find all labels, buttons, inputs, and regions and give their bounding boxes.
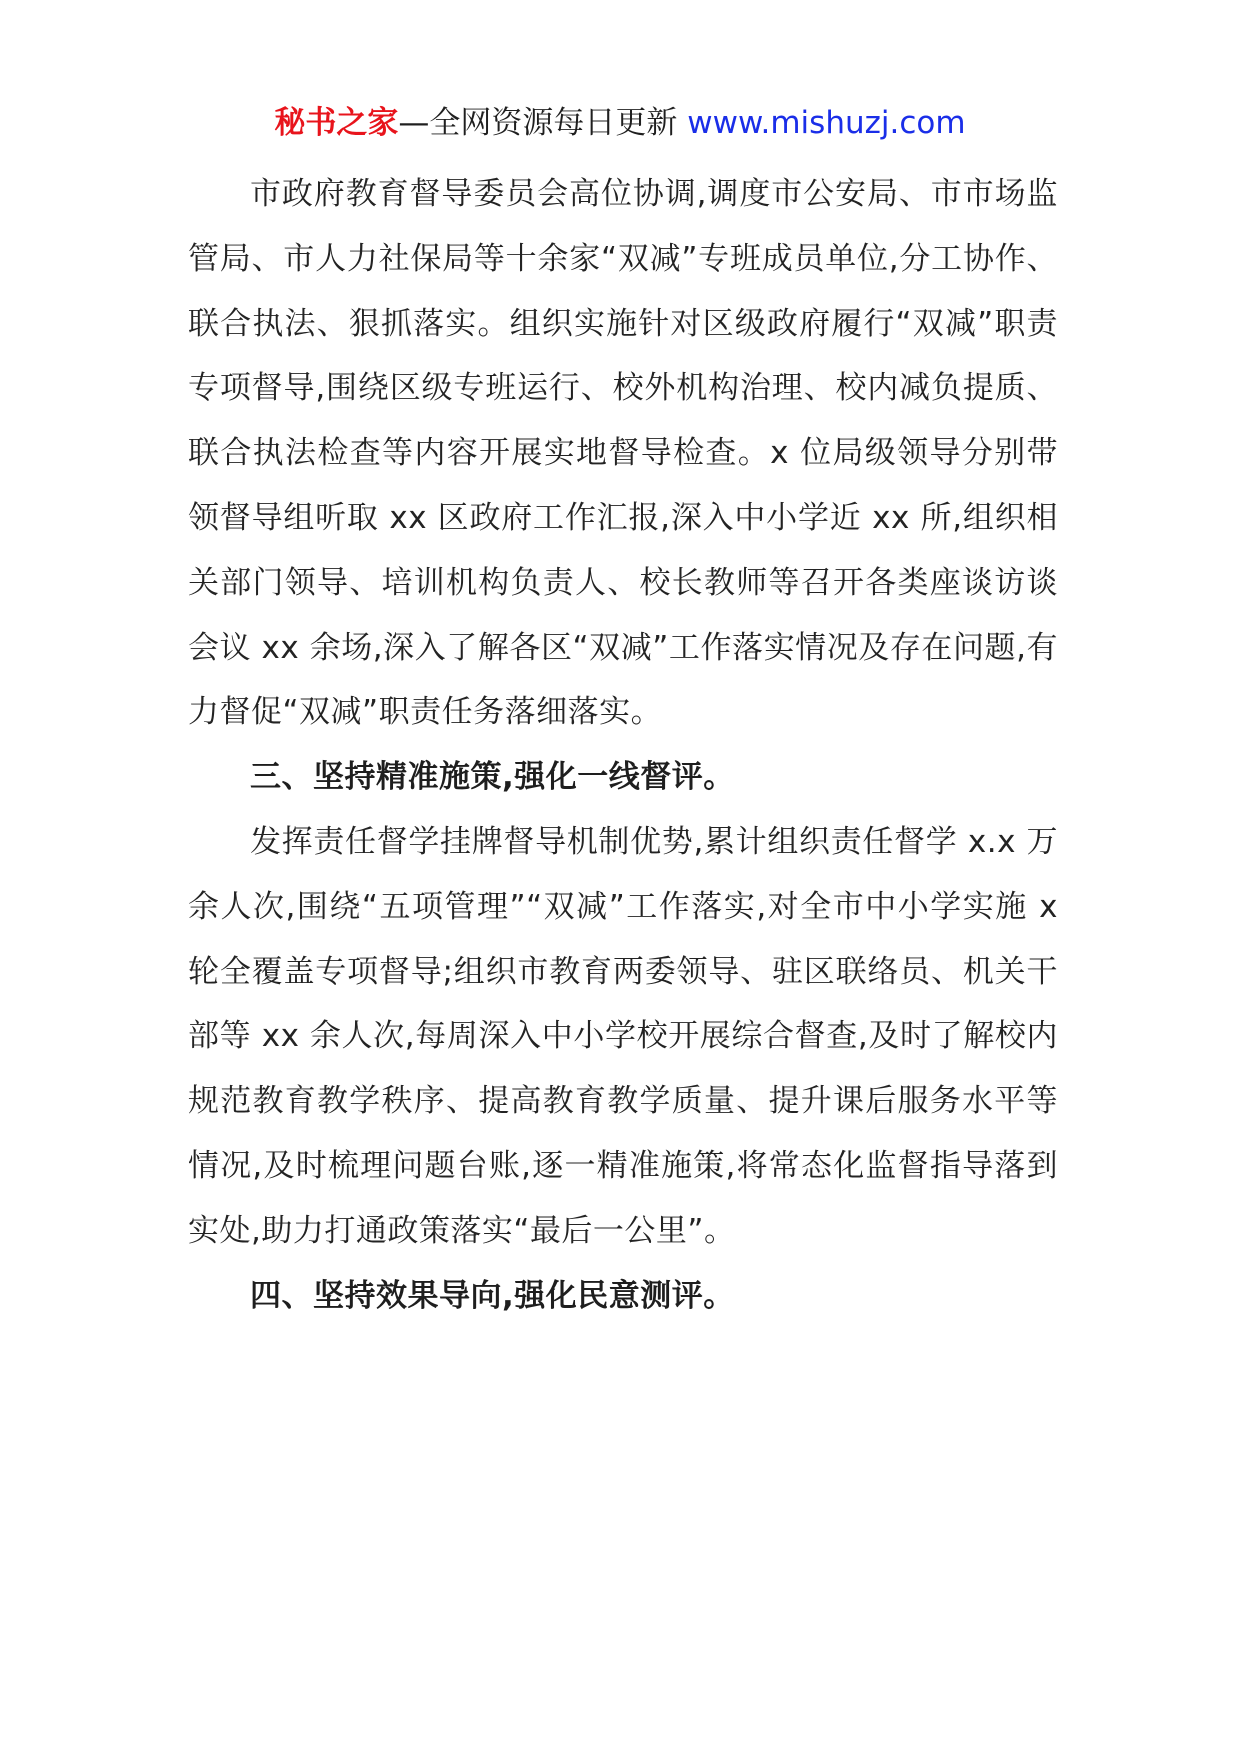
paragraph-frontline-supervision: 发挥责任督学挂牌督导机制优势,累计组织责任督学 x.x 万余人次,围绕“五项管理”“双减”工作落实,对全市中小学实施 x 轮全覆盖专项督导;组织市教育两委领导、驻区联络员、机关干部等 xx 余人次,每周深入中小学校开展综合督查,及时了解校内规范教育教学秩序、提高教育教学质量、提升课后服务水平等情况,及时梳理问题台账,逐一精准施策,将常态化监督指导落到实处,助力打通政策落实“最后一公里”。 [188, 823, 1058, 1249]
section-heading-three: 三、坚持精准施策,强化一线督评。 [250, 759, 735, 796]
paragraph-supervision-coordination: 市政府教育督导委员会高位协调,调度市公安局、市市场监管局、市人力社保局等十余家“双减”专班成员单位,分工协作、联合执法、狠抓落实。组织实施针对区级政府履行“双减”职责专项督导,围绕区级专班运行、校外机构治理、校内减负提质、联合执法检查等内容开展实地督导检查。x 位局级领导分别带领督导组听取 xx 区政府工作汇报,深入中小学近 xx 所,组织相关部门领导、培训机构负责人、校长教师等召开各类座谈访谈会议 xx 余场,深入了解各区“双减”工作落实情况及存在问题,有力督促“双减”职责任务落细落实。 [188, 176, 1058, 731]
header-slogan: —全网资源每日更新 [398, 105, 688, 141]
section-heading-four: 四、坚持效果导向,强化民意测评。 [250, 1277, 735, 1314]
website-link[interactable]: www.mishuzj.com [687, 105, 966, 141]
page-header [0, 100, 1240, 146]
brand-name: 秘书之家 [274, 105, 399, 141]
document-body [188, 162, 1058, 1328]
